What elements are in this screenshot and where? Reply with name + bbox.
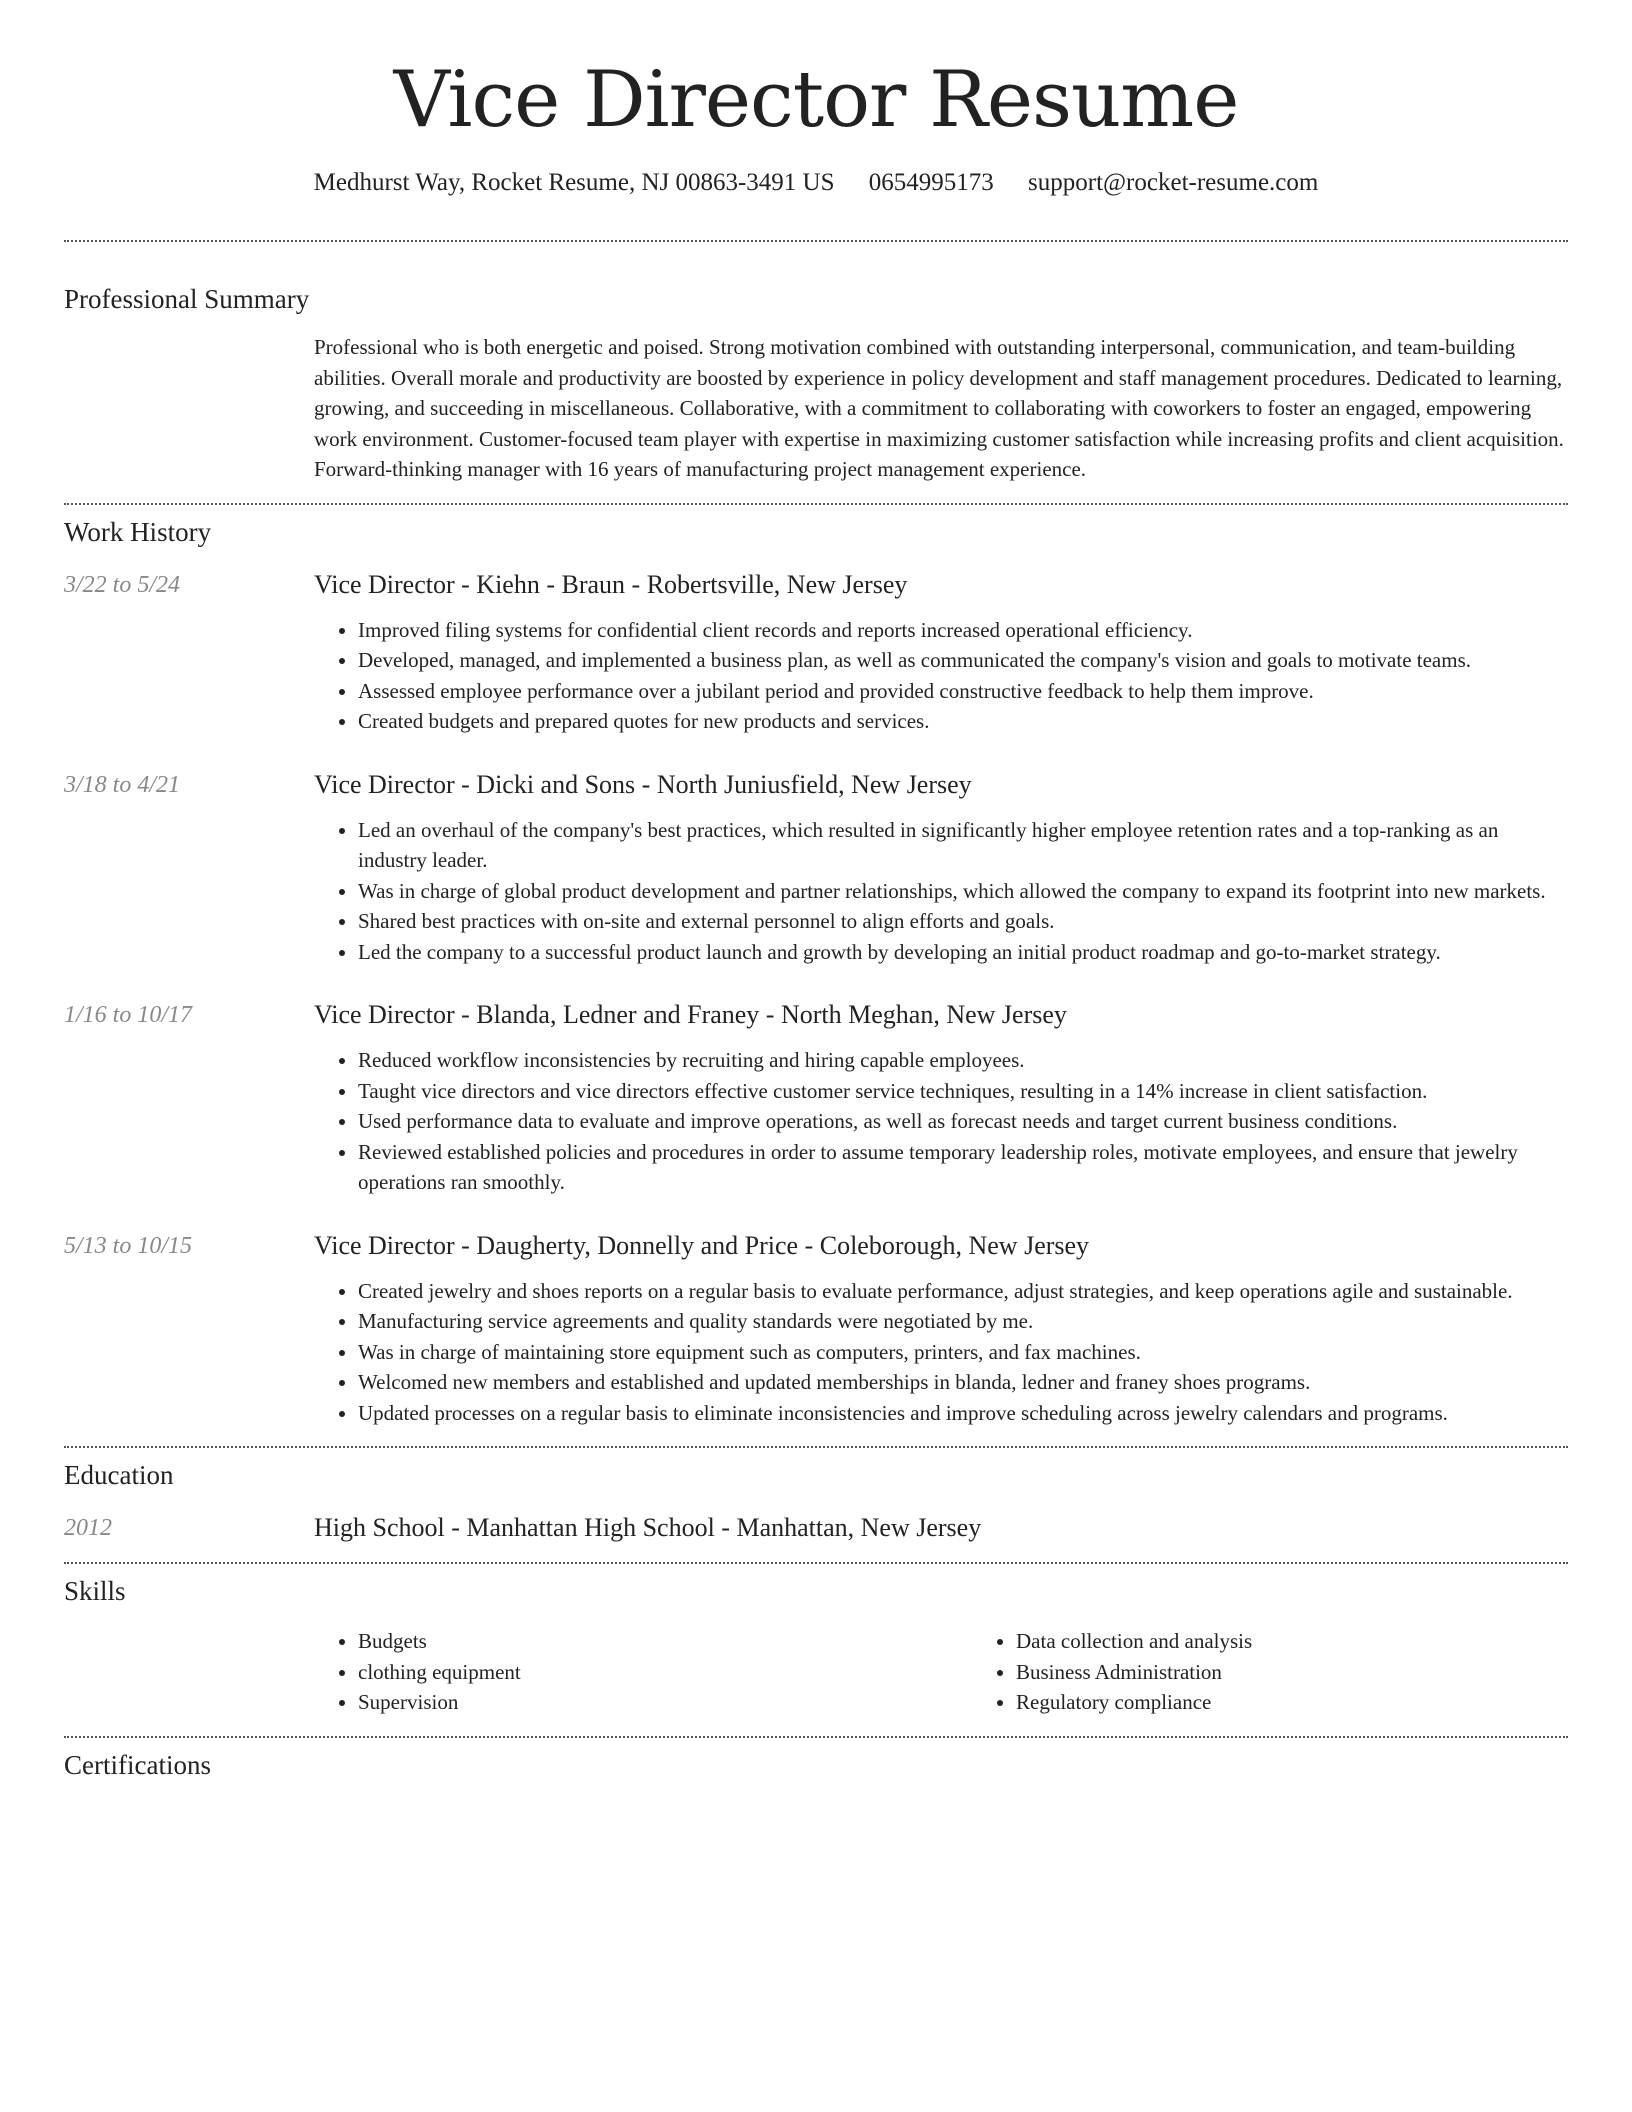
- job-bullet: • Was in charge of global product development and partner relationships, which allowed the company to expand its footprint into new markets.: [358, 876, 1568, 907]
- job-bullet: • Taught vice directors and vice directors effective customer service techniques, resulting in a 14% increase in client satisfaction.: [358, 1076, 1568, 1107]
- job-bullet: • Updated processes on a regular basis to eliminate inconsistencies and improve scheduling across jewelry calendars and programs.: [358, 1398, 1568, 1429]
- work-history-heading: Work History: [64, 516, 212, 547]
- job-dates: 1/16 to 10/17: [64, 1002, 193, 1028]
- job-bullet: • Improved filing systems for confidential client records and reports increased operational efficiency.: [358, 615, 1568, 646]
- skill-item: • Supervision: [358, 1687, 972, 1718]
- job-bullet: • Created jewelry and shoes reports on a regular basis to evaluate performance, adjust strategies, and keep operations agile and sustainable.: [358, 1276, 1568, 1307]
- divider: [64, 503, 1568, 505]
- summary-text: Professional who is both energetic and poised. Strong motivation combined with outstanding interpersonal, communication, and team-building abilities. Overall morale and productivity are boosted by experience in policy development and staff management procedures. Dedicated to learning, growing, and succeeding in miscellaneous. Collaborative, with a commitment to collaborating with coworkers to foster an engaged, empowering work environment. Customer-focused team player with expertise in maximizing customer satisfaction while increasing profits and client acquisition. Forward-thinking manager with 16 years of manufacturing project management experience.: [314, 335, 1564, 481]
- education-entry: [64, 1512, 1568, 1544]
- job-bullet: • Created budgets and prepared quotes for new products and services.: [358, 706, 1568, 737]
- job-bullets: [314, 1276, 1568, 1429]
- job-bullet: • Welcomed new members and established and updated memberships in blanda, ledner and franey shoes programs.: [358, 1367, 1568, 1398]
- job-bullet: • Developed, managed, and implemented a business plan, as well as communicated the company's vision and goals to motivate teams.: [358, 645, 1568, 676]
- job-bullet: • Shared best practices with on-site and external personnel to align efforts and goals.: [358, 906, 1568, 937]
- skill-item: • Regulatory compliance: [1016, 1687, 1630, 1718]
- job-bullets: [314, 815, 1568, 968]
- education-heading: Education: [64, 1460, 174, 1490]
- divider: [64, 1446, 1568, 1448]
- job-bullet: • Manufacturing service agreements and quality standards were negotiated by me.: [358, 1306, 1568, 1337]
- skill-item: • Data collection and analysis: [1016, 1626, 1630, 1657]
- contact-address: Medhurst Way, Rocket Resume, NJ 00863-3491 US: [313, 169, 835, 196]
- contact-line: [64, 166, 1568, 200]
- job-entry: [64, 569, 1568, 737]
- divider: [64, 240, 1568, 242]
- skills-list-left: [314, 1626, 972, 1718]
- job-title: Vice Director - Dicki and Sons - North Juniusfield, New Jersey: [314, 769, 972, 799]
- resume-page: [64, 0, 1568, 1782]
- certifications-section: [64, 1748, 1568, 1782]
- education-section: [64, 1458, 1568, 1544]
- job-dates: 5/13 to 10/15: [64, 1232, 193, 1259]
- job-bullet: • Used performance data to evaluate and improve operations, as well as forecast needs and target current business conditions.: [358, 1106, 1568, 1137]
- job-entry: [64, 999, 1568, 1198]
- skill-item: • Business Administration: [1016, 1657, 1630, 1688]
- job-bullets: [314, 1045, 1568, 1198]
- skill-item: • clothing equipment: [358, 1657, 972, 1688]
- job-bullet: • Reduced workflow inconsistencies by recruiting and hiring capable employees.: [358, 1045, 1568, 1076]
- skills-list-right: [972, 1626, 1630, 1718]
- skill-item: • Budgets: [358, 1626, 972, 1657]
- education-year: 2012: [64, 1515, 112, 1541]
- job-title: Vice Director - Kiehn - Braun - Robertsville, New Jersey: [314, 569, 908, 599]
- job-entry: [64, 1230, 1568, 1429]
- job-bullet: • Was in charge of maintaining store equipment such as computers, printers, and fax machines.: [358, 1337, 1568, 1368]
- divider: [64, 1736, 1568, 1738]
- contact-email: support@rocket-resume.com: [1028, 169, 1319, 196]
- job-title: Vice Director - Daugherty, Donnelly and Price - Coleborough, New Jersey: [314, 1230, 1090, 1260]
- contact-phone: 0654995173: [868, 169, 994, 196]
- summary-heading: Professional Summary: [64, 284, 310, 314]
- job-bullet: • Led the company to a successful product launch and growth by developing an initial product roadmap and go-to-market strategy.: [358, 937, 1568, 968]
- education-title: High School - Manhattan High School - Manhattan, New Jersey: [314, 1513, 982, 1542]
- skills-section: [64, 1574, 1568, 1718]
- job-dates: 3/22 to 5/24: [64, 571, 181, 598]
- certifications-heading: Certifications: [64, 1749, 211, 1780]
- summary-section: [64, 282, 1568, 485]
- job-bullets: [314, 615, 1568, 737]
- resume-title: Vice Director Resume: [393, 55, 1239, 145]
- job-title: Vice Director - Blanda, Ledner and Franey - North Meghan, New Jersey: [314, 1000, 1067, 1029]
- job-bullet: • Reviewed established policies and procedures in order to assume temporary leadership roles, motivate employees, and ensure that jewelry operations ran smoothly.: [358, 1137, 1568, 1198]
- job-bullet: • Led an overhaul of the company's best practices, which resulted in significantly higher employee retention rates and a top-ranking as an industry leader.: [358, 815, 1568, 876]
- job-entry: [64, 769, 1568, 968]
- skills-heading: Skills: [64, 1576, 126, 1606]
- job-dates: 3/18 to 4/21: [64, 771, 181, 798]
- work-history-section: [64, 515, 1568, 1429]
- job-bullet: • Assessed employee performance over a jubilant period and provided constructive feedback to help them improve.: [358, 676, 1568, 707]
- divider: [64, 1562, 1568, 1564]
